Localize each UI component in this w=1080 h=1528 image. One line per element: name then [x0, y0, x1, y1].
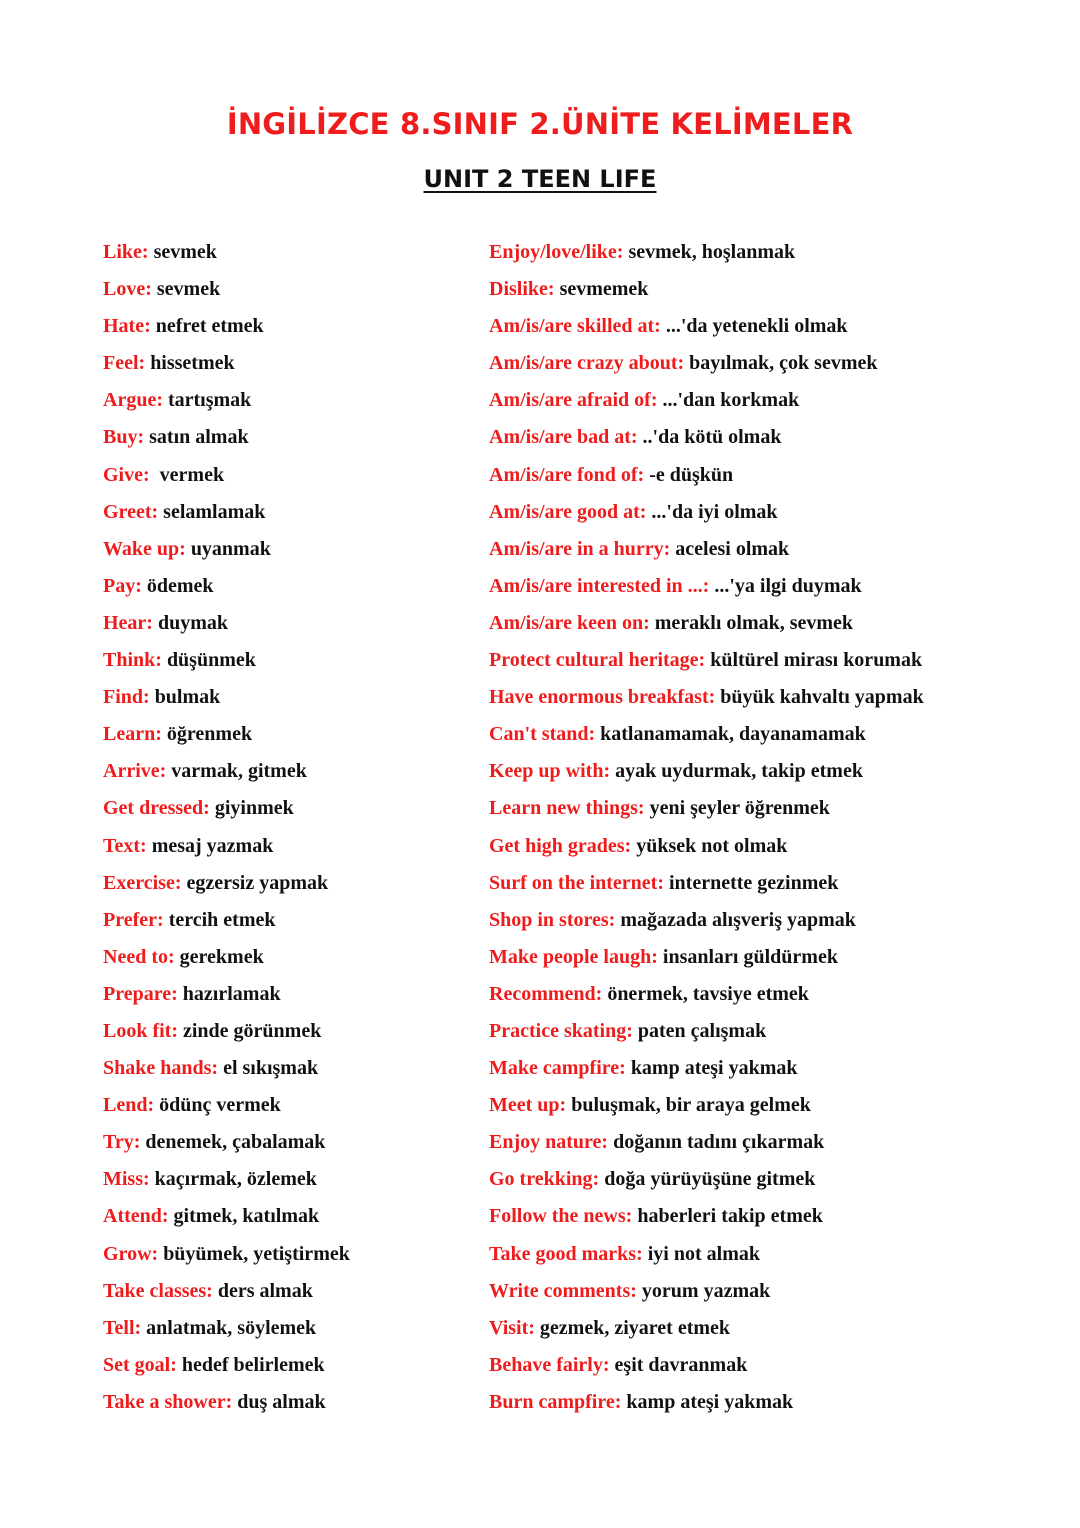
vocabulary-meaning: ...'dan korkmak	[657, 389, 800, 412]
vocabulary-meaning: hissetmek	[145, 352, 235, 375]
vocabulary-meaning: duymak	[152, 611, 229, 634]
vocabulary-meaning: vermek	[149, 463, 225, 486]
vocabulary-meaning: buluşmak, bir araya gelmek	[566, 1094, 811, 1117]
vocabulary-entry	[489, 683, 1049, 720]
vocabulary-meaning: internette gezinmek	[663, 871, 839, 894]
vocabulary-entry	[489, 1240, 1049, 1277]
vocabulary-entry	[103, 1277, 473, 1314]
vocabulary-meaning: kamp ateşi yakmak	[625, 1057, 798, 1080]
vocabulary-term: Am/is/are crazy about:	[489, 352, 685, 375]
vocabulary-entry	[103, 535, 473, 572]
vocabulary-entry	[103, 461, 473, 498]
vocabulary-term: Argue:	[103, 389, 163, 412]
vocabulary-term: Hate:	[103, 315, 151, 338]
vocabulary-term: Get dressed:	[103, 797, 210, 820]
vocabulary-term: Take good marks:	[489, 1242, 643, 1265]
vocabulary-meaning: yüksek not olmak	[631, 834, 788, 857]
vocabulary-meaning: nefret etmek	[150, 315, 264, 338]
vocabulary-entry	[103, 312, 473, 349]
vocabulary-entry	[103, 498, 473, 535]
vocabulary-entry	[103, 349, 473, 386]
vocabulary-entry	[489, 1165, 1049, 1202]
vocabulary-entry	[103, 1351, 473, 1388]
vocabulary-meaning: selamlamak	[158, 500, 266, 523]
vocabulary-entry	[489, 498, 1049, 535]
vocabulary-meaning: uyanmak	[185, 537, 271, 560]
vocabulary-meaning: doğanın tadını çıkarmak	[608, 1131, 825, 1154]
vocabulary-term: Look fit:	[103, 1019, 178, 1042]
vocabulary-meaning: bulmak	[149, 686, 221, 709]
page-title: İNGİLİZCE 8.SINIF 2.ÜNİTE KELİMELER	[226, 107, 854, 141]
vocabulary-term: Shake hands:	[103, 1057, 219, 1080]
vocabulary-term: Write comments:	[489, 1279, 637, 1302]
vocabulary-term: Arrive:	[103, 760, 167, 783]
vocabulary-entry	[489, 1202, 1049, 1239]
vocabulary-term: Am/is/are fond of:	[489, 463, 645, 486]
vocabulary-entry	[103, 906, 473, 943]
vocabulary-entry	[103, 1128, 473, 1165]
vocabulary-term: Prefer:	[103, 908, 164, 931]
vocabulary-meaning: sevmek	[148, 241, 217, 263]
vocabulary-meaning: kamp ateşi yakmak	[621, 1390, 794, 1413]
vocabulary-meaning: sevmek, hoşlanmak	[623, 241, 796, 263]
vocabulary-meaning: varmak, gitmek	[166, 760, 307, 783]
vocabulary-entry	[103, 869, 473, 906]
vocabulary-entry	[103, 980, 473, 1017]
vocabulary-meaning: doğa yürüyüşüne gitmek	[599, 1168, 816, 1191]
vocabulary-meaning: ders almak	[212, 1279, 313, 1302]
vocabulary-term: Am/is/are good at:	[489, 500, 647, 523]
vocabulary-term: Learn:	[103, 723, 162, 746]
vocabulary-meaning: satın almak	[144, 426, 249, 449]
vocabulary-entry	[489, 609, 1049, 646]
vocabulary-meaning: egzersiz yapmak	[181, 871, 329, 894]
vocabulary-term: Shop in stores:	[489, 908, 616, 931]
vocabulary-entry	[103, 1202, 473, 1239]
vocabulary-meaning: haberleri takip etmek	[632, 1205, 823, 1228]
vocabulary-meaning: kaçırmak, özlemek	[149, 1168, 317, 1191]
vocabulary-entry	[489, 386, 1049, 423]
vocabulary-term: Meet up:	[489, 1094, 567, 1117]
vocabulary-meaning: gitmek, katılmak	[168, 1205, 320, 1228]
vocabulary-term: Have enormous breakfast:	[489, 686, 716, 709]
vocabulary-entry	[489, 794, 1049, 831]
vocabulary-meaning: ...'da yetenekli olmak	[660, 315, 848, 338]
vocabulary-meaning: insanları güldürmek	[657, 945, 838, 968]
vocabulary-entry	[489, 757, 1049, 794]
vocabulary-entry	[103, 1240, 473, 1277]
vocabulary-term: Think:	[103, 649, 162, 672]
vocabulary-term: Give:	[103, 463, 150, 486]
vocabulary-meaning: büyük kahvaltı yapmak	[715, 686, 924, 709]
vocabulary-meaning: denemek, çabalamak	[140, 1131, 326, 1154]
vocabulary-term: Need to:	[103, 945, 175, 968]
vocabulary-term: Buy:	[103, 426, 145, 449]
vocabulary-meaning: gerekmek	[174, 945, 264, 968]
vocabulary-entry	[103, 1388, 473, 1425]
vocabulary-entry	[489, 423, 1049, 460]
vocabulary-entry	[103, 609, 473, 646]
vocabulary-meaning: yorum yazmak	[636, 1279, 771, 1302]
vocabulary-entry	[489, 1017, 1049, 1054]
vocabulary-entry	[103, 238, 473, 275]
vocabulary-meaning: önermek, tavsiye etmek	[602, 982, 809, 1005]
vocabulary-term: Pay:	[103, 574, 142, 597]
vocabulary-meaning: -e düşkün	[644, 463, 734, 486]
vocabulary-meaning: ödünç vermek	[154, 1094, 281, 1117]
vocabulary-entry	[489, 1388, 1049, 1425]
unit-subtitle: UNIT 2 TEEN LIFE	[423, 165, 657, 193]
vocabulary-entry	[103, 1314, 473, 1351]
vocabulary-meaning: yeni şeyler öğrenmek	[644, 797, 830, 820]
vocabulary-term: Get high grades:	[489, 834, 632, 857]
vocabulary-term: Keep up with:	[489, 760, 611, 783]
vocabulary-term: Try:	[103, 1131, 141, 1154]
vocabulary-entry	[489, 943, 1049, 980]
vocabulary-term: Lend:	[103, 1094, 155, 1117]
vocabulary-term: Behave fairly:	[489, 1353, 610, 1376]
vocabulary-entry	[489, 646, 1049, 683]
vocabulary-entry	[489, 1054, 1049, 1091]
vocabulary-term: Am/is/are bad at:	[489, 426, 638, 449]
vocabulary-meaning: gezmek, ziyaret etmek	[534, 1316, 731, 1339]
vocabulary-term: Grow:	[103, 1242, 159, 1265]
vocabulary-meaning: düşünmek	[161, 649, 256, 672]
vocabulary-entry	[489, 535, 1049, 572]
vocabulary-entry	[103, 832, 473, 869]
vocabulary-term: Learn new things:	[489, 797, 645, 820]
vocabulary-meaning: acelesi olmak	[670, 537, 790, 560]
vocabulary-meaning: paten çalışmak	[632, 1019, 767, 1042]
vocabulary-term: Am/is/are in a hurry:	[489, 537, 671, 560]
vocabulary-meaning: ..'da kötü olmak	[637, 426, 782, 449]
vocabulary-term: Dislike:	[489, 278, 555, 301]
vocabulary-entry	[103, 386, 473, 423]
vocabulary-meaning: anlatmak, söylemek	[141, 1316, 317, 1339]
vocabulary-term: Prepare:	[103, 982, 178, 1005]
vocabulary-term: Am/is/are skilled at:	[489, 315, 661, 338]
vocabulary-entry	[103, 757, 473, 794]
vocabulary-meaning: duş almak	[232, 1390, 326, 1413]
vocabulary-entry	[489, 832, 1049, 869]
vocabulary-entry	[489, 1314, 1049, 1351]
vocabulary-term: Text:	[103, 834, 147, 857]
vocabulary-entry	[489, 349, 1049, 386]
vocabulary-entry	[103, 1017, 473, 1054]
vocabulary-meaning: eşit davranmak	[609, 1353, 748, 1376]
vocabulary-term: Set goal:	[103, 1353, 177, 1376]
vocabulary-entry	[489, 1091, 1049, 1128]
vocabulary-entry	[489, 906, 1049, 943]
vocabulary-term: Recommend:	[489, 982, 603, 1005]
vocabulary-meaning: meraklı olmak, sevmek	[649, 611, 854, 634]
vocabulary-meaning: hedef belirlemek	[176, 1353, 325, 1376]
vocabulary-entry	[103, 943, 473, 980]
vocabulary-meaning: ...'da iyi olmak	[646, 500, 778, 523]
vocabulary-entry	[489, 312, 1049, 349]
vocabulary-term: Feel:	[103, 352, 146, 375]
vocabulary-entry	[103, 794, 473, 831]
vocabulary-entry	[489, 1277, 1049, 1314]
vocabulary-term: Exercise:	[103, 871, 182, 894]
vocabulary-meaning: sevmemek	[554, 278, 649, 301]
vocabulary-meaning: hazırlamak	[177, 982, 281, 1005]
vocabulary-meaning: iyi not almak	[642, 1242, 760, 1265]
vocabulary-term: Burn campfire:	[489, 1390, 622, 1413]
vocabulary-meaning: zinde görünmek	[178, 1019, 322, 1042]
vocabulary-entry	[103, 1091, 473, 1128]
vocabulary-term: Practice skating:	[489, 1019, 633, 1042]
vocabulary-meaning: ödemek	[141, 574, 214, 597]
vocabulary-meaning: öğrenmek	[161, 723, 253, 746]
vocabulary-term: Make campfire:	[489, 1057, 626, 1080]
vocabulary-meaning: katlanamamak, dayanamamak	[595, 723, 866, 746]
vocabulary-term: Take a shower:	[103, 1390, 233, 1413]
vocabulary-meaning: kültürel mirası korumak	[705, 649, 923, 672]
vocabulary-meaning: mesaj yazmak	[146, 834, 274, 857]
vocabulary-list-left	[103, 238, 473, 1425]
vocabulary-entry	[103, 275, 473, 312]
vocabulary-term: Make people laugh:	[489, 945, 658, 968]
vocabulary-entry	[103, 1165, 473, 1202]
vocabulary-term: Love:	[103, 278, 152, 301]
vocabulary-term: Visit:	[489, 1316, 535, 1339]
vocabulary-term: Go trekking:	[489, 1168, 600, 1191]
vocabulary-meaning: bayılmak, çok sevmek	[684, 352, 878, 375]
vocabulary-meaning: tartışmak	[162, 389, 252, 412]
vocabulary-term: Attend:	[103, 1205, 169, 1228]
vocabulary-entry	[103, 423, 473, 460]
vocabulary-entry	[489, 238, 1049, 275]
vocabulary-entry	[489, 869, 1049, 906]
vocabulary-entry	[489, 720, 1049, 757]
vocabulary-entry	[103, 683, 473, 720]
vocabulary-term: Greet:	[103, 500, 159, 523]
vocabulary-entry	[103, 720, 473, 757]
vocabulary-entry	[103, 646, 473, 683]
vocabulary-meaning: giyinmek	[209, 797, 294, 820]
vocabulary-term: Am/is/are afraid of:	[489, 389, 658, 412]
vocabulary-entry	[489, 980, 1049, 1017]
vocabulary-meaning: sevmek	[151, 278, 221, 301]
vocabulary-term: Wake up:	[103, 537, 186, 560]
vocabulary-term: Like:	[103, 241, 149, 263]
vocabulary-term: Miss:	[103, 1168, 150, 1191]
vocabulary-entry	[103, 1054, 473, 1091]
vocabulary-term: Hear:	[103, 611, 153, 634]
vocabulary-term: Enjoy nature:	[489, 1131, 609, 1154]
vocabulary-term: Take classes:	[103, 1279, 213, 1302]
vocabulary-term: Protect cultural heritage:	[489, 649, 706, 672]
vocabulary-meaning: ...'ya ilgi duymak	[709, 574, 862, 597]
vocabulary-entry	[489, 275, 1049, 312]
vocabulary-meaning: tercih etmek	[163, 908, 276, 931]
vocabulary-entry	[103, 572, 473, 609]
vocabulary-meaning: büyümek, yetiştirmek	[158, 1242, 350, 1265]
vocabulary-meaning: ayak uydurmak, takip etmek	[610, 760, 863, 783]
vocabulary-entry	[489, 1351, 1049, 1388]
vocabulary-term: Find:	[103, 686, 150, 709]
vocabulary-term: Tell:	[103, 1316, 142, 1339]
vocabulary-entry	[489, 461, 1049, 498]
vocabulary-term: Follow the news:	[489, 1205, 633, 1228]
vocabulary-term: Can't stand:	[489, 723, 596, 746]
vocabulary-term: Enjoy/love/like:	[489, 241, 624, 263]
vocabulary-list-right	[489, 238, 1049, 1425]
vocabulary-entry	[489, 572, 1049, 609]
vocabulary-term: Am/is/are keen on:	[489, 611, 650, 634]
vocabulary-meaning: el sıkışmak	[218, 1057, 319, 1080]
vocabulary-meaning: mağazada alışveriş yapmak	[615, 908, 856, 931]
vocabulary-term: Surf on the internet:	[489, 871, 664, 894]
vocabulary-term: Am/is/are interested in ...:	[489, 574, 710, 597]
vocabulary-entry	[489, 1128, 1049, 1165]
